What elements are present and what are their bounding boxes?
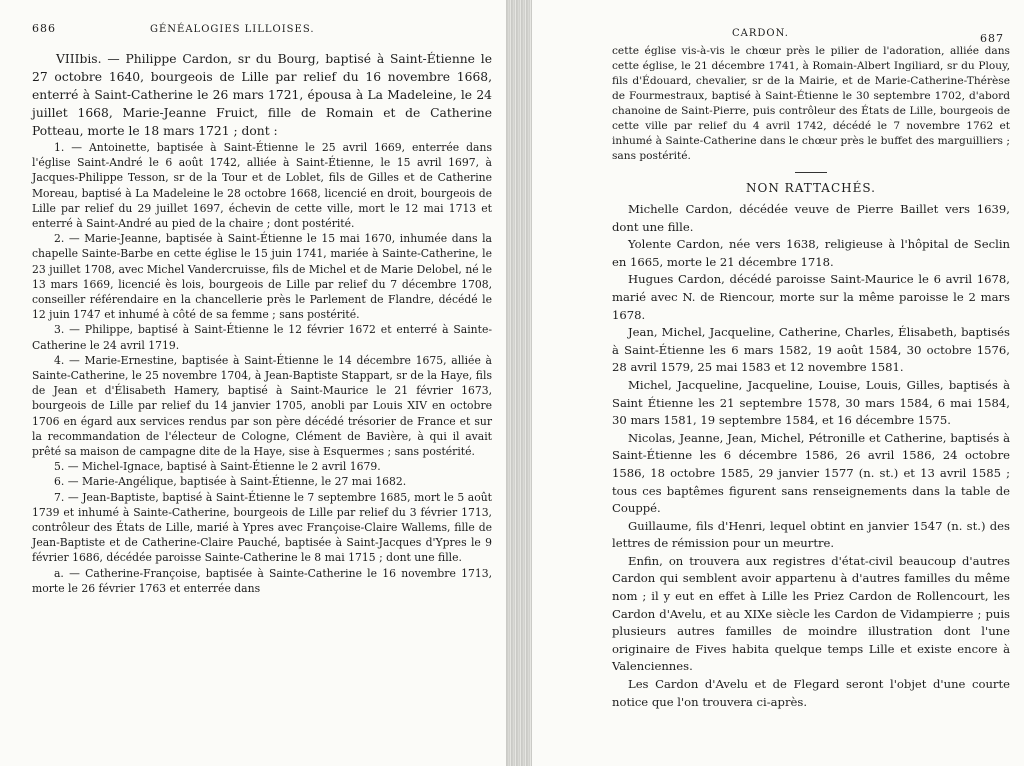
continuation-text: cette église vis-à-vis le chœur près le pilier de l'adoration, alliée dans cette église, le 21 décembre 1741, à Romain-Albert Ingiliard, sr du Plouy, fils d'Édouard, chevalier, sr de la Mairie, et de Marie-Catherine-Thérèse de Fourmestraux, baptisé à Saint-Étienne le 30 septembre 1702, d'abord chanoine de Saint-Pierre, puis contrôleur des États de Lille, bourgeois de cette ville par relief du 4 avril 1742, décédé le 7 novembre 1762 et inhumé à Sainte-Catherine dans le chœur près le buffet des marguilliers ; sans postérité. [612, 45, 1010, 162]
left-running-title: GÉNÉALOGIES LILLOISES. [150, 24, 315, 35]
child-entry-5: 5. — Michel-Ignace, baptisé à Saint-Étienne le 2 avril 1679. [54, 460, 381, 474]
unattached-entry-2: Yolente Cardon, née vers 1638, religieuse à l'hôpital de Seclin en 1665, morte le 21 décembre 1718. [612, 237, 1010, 269]
left-page-number: 686 [32, 22, 56, 35]
unattached-entry-1: Michelle Cardon, décédée veuve de Pierre Baillet vers 1639, dont une fille. [612, 202, 1010, 234]
section-divider [795, 172, 827, 173]
unattached-entry-6: Nicolas, Jeanne, Jean, Michel, Pétronille et Catherine, baptisés à Saint-Étienne les 6 décembre 1586, 26 avril 1586, 24 octobre 1586, 18 octobre 1585, 29 janvier 1577 (n. st.) et 13 avril 1585 ; tous ces baptêmes figurent sans renseignements dans la table de Couppé. [612, 430, 1010, 516]
unattached-entry-4: Jean, Michel, Jacqueline, Catherine, Charles, Élisabeth, baptisés à Saint-Étienne les 6 mars 1582, 19 août 1584, 30 octobre 1576, 28 avril 1579, 25 mai 1583 et 12 novembre 1581. [612, 325, 1010, 375]
unattached-entry-7: Guillaume, fils d'Henri, lequel obtint en janvier 1547 (n. st.) des lettres de rémission pour un meurtre. [612, 518, 1010, 551]
closing-paragraph-2: Les Cardon d'Avelu et de Flegard seront l'objet d'une courte notice que l'on trouvera ci-après. [612, 677, 1010, 709]
section-title: NON RATTACHÉS. [746, 181, 876, 195]
child-entry-4: 4. — Marie-Ernestine, baptisée à Saint-Étienne le 14 décembre 1675, alliée à Sainte-Catherine, le 25 novembre 1704, à Jean-Baptiste Stappart, sr de la Haye, fils de Jean et d'Élisabeth Hamery, baptisé à Saint-Maurice le 21 février 1673, bourgeois de Lille par relief du 14 janvier 1705, anobli par Louis XIV en octobre 1706 en égard aux services rendus par son père décédé trésorier de France et sur la recommandation de l'électeur de Cologne, Clément de Bavière, à qui il avait prêté sa maison de campagne dite de la Haye, sise à Esquermes ; sans postérité. [32, 353, 492, 459]
entry-philippe-cardon: VIIIbis. — Philippe Cardon, sr du Bourg, baptisé à Saint-Étienne le 27 octobre 1640, bourgeois de Lille par relief du 16 novembre 1668, enterré à Saint-Catherine le 26 mars 1721, épousa à La Madeleine, le 24 juillet 1668, Marie-Jeanne Fruict, fille de Romain et de Catherine Potteau, morte le 18 mars 1721 ; dont : [32, 52, 492, 138]
child-entry-6: 6. — Marie-Angélique, baptisée à Saint-Étienne, le 27 mai 1682. [54, 475, 407, 489]
left-running-head [32, 22, 492, 44]
right-running-head [612, 22, 1010, 44]
closing-paragraph-1: Enfin, on trouvera aux registres d'état-civil beaucoup d'autres Cardon qui semblent avoir appartenu à d'autres familles du même nom ; il y eut en effet à Lille les Priez Cardon de Rollencourt, les Cardon d'Avelu, et au XIXe siècle les Cardon de Vidampierre ; puis plusieurs autres familles de moindre illustration dont l'une originaire de Fives habita quelque temps Lille et existe encore à Valenciennes. [612, 553, 1010, 674]
left-page [0, 0, 506, 766]
child-entry-7: 7. — Jean-Baptiste, baptisé à Saint-Étienne le 7 septembre 1685, mort le 5 août 1739 et inhumé à Sainte-Catherine, bourgeois de Lille par relief du 3 février 1713, contrôleur des États de Lille, marié à Ypres avec Françoise-Claire Wallems, fille de Jean-Baptiste et de Catherine-Claire Pauché, baptisée à Saint-Jacques d'Ypres le 9 février 1686, décédée paroisse Sainte-Catherine le 8 mai 1715 ; dont une fille. [32, 490, 492, 565]
right-running-title: CARDON. [732, 28, 789, 39]
child-entry-1: 1. — Antoinette, baptisée à Saint-Étienne le 25 avril 1669, enterrée dans l'église Saint-André le 6 août 1742, alliée à Saint-Étienne, le 15 avril 1697, à Jacques-Philippe Tesson, sr de la Tour et de Loblet, fils de Gilles et de Catherine Moreau, baptisé à La Madeleine le 28 octobre 1668, licencié en droit, bourgeois de Lille par relief du 29 juillet 1697, échevin de cette ville, mort le 12 mai 1713 et enterré à Saint-André au pied de la chaire ; dont postérité. [32, 141, 492, 231]
child-entry-3: 3. — Philippe, baptisé à Saint-Étienne le 12 février 1672 et enterré à Sainte-Catherine le 24 avril 1719. [32, 323, 492, 352]
unattached-entry-5: Michel, Jacqueline, Jacqueline, Louise, Louis, Gilles, baptisés à Saint Étienne les 21 septembre 1578, 30 mars 1584, 6 mai 1584, 30 mars 1581, 19 septembre 1584, et 16 décembre 1575. [612, 377, 1010, 428]
right-page [522, 0, 1024, 766]
child-entry-2: 2. — Marie-Jeanne, baptisée à Saint-Étienne le 15 mai 1670, inhumée dans la chapelle Sainte-Barbe en cette église le 15 juin 1741, mariée à Sainte-Catherine, le 23 juillet 1708, avec Michel Vandercruisse, fils de Michel et de Marie Delobel, né le 13 mars 1669, licencié ès lois, bourgeois de Lille par relief du 7 décembre 1708, conseiller référendaire en la chancellerie près le Parlement de Flandre, décédé le 12 juin 1747 et inhumé à côté de sa femme ; sans postérité. [32, 232, 492, 322]
child-entry-a: a. — Catherine-Françoise, baptisée à Sainte-Catherine le 16 novembre 1713, morte le 26 février 1763 et enterrée dans [32, 566, 492, 595]
unattached-entry-3: Hugues Cardon, décédé paroisse Saint-Maurice le 6 avril 1678, marié avec N. de Riencour, morte sur la même paroisse le 2 mars 1678. [612, 272, 1010, 322]
right-page-number: 687 [980, 32, 1004, 45]
